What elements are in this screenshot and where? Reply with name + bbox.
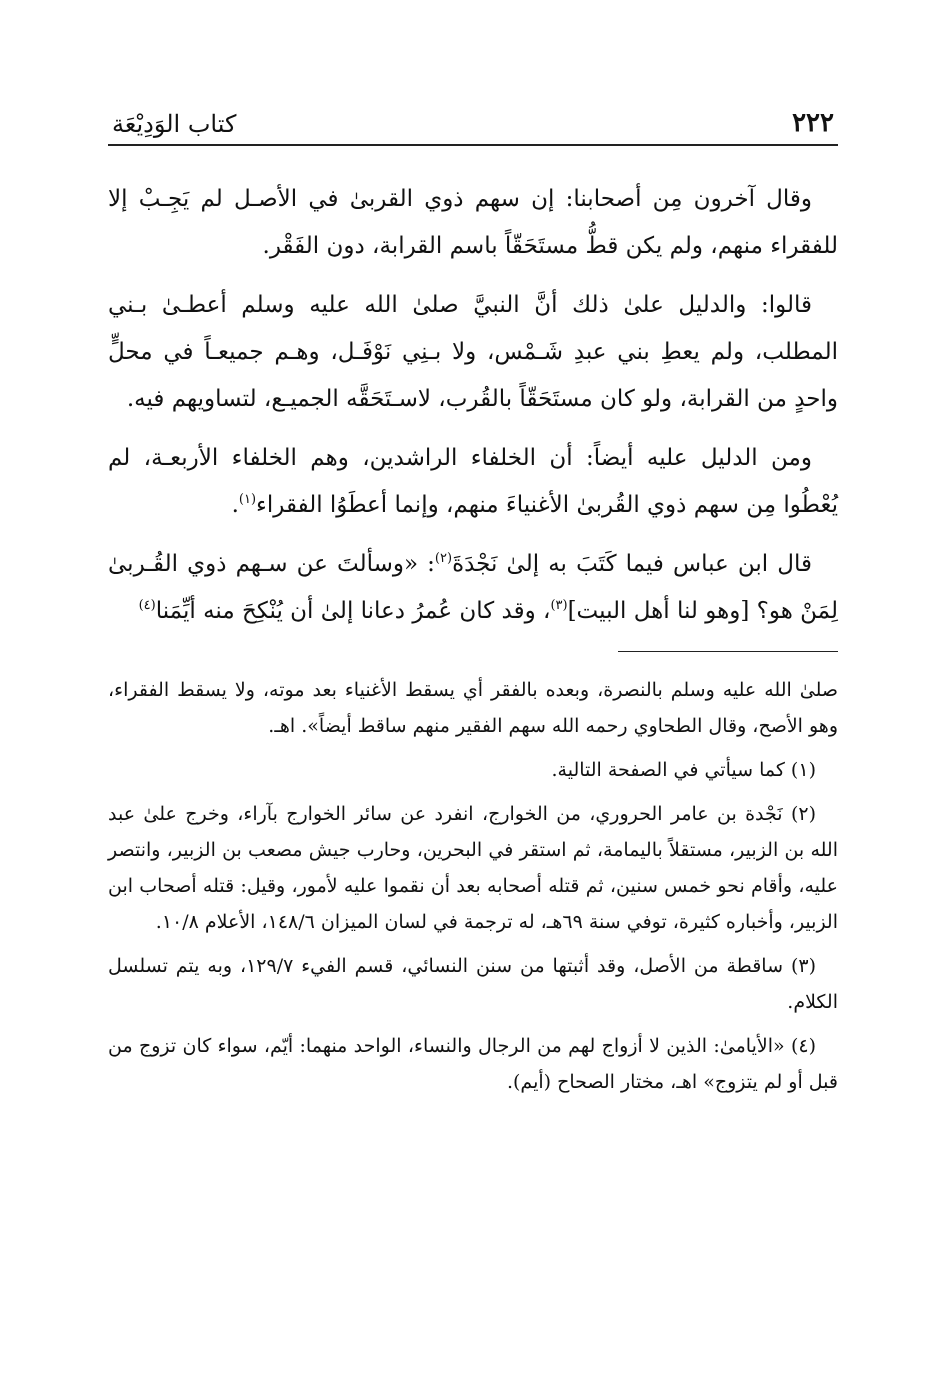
paragraph-3-end: . <box>231 492 239 518</box>
page-number: ٢٢٢ <box>792 108 834 138</box>
main-text <box>108 176 838 635</box>
footnote-1: (١) كما سيأتي في الصفحة التالية. <box>551 759 816 781</box>
running-title: كتاب الوَدِيْعَة <box>112 110 237 138</box>
page-header <box>108 100 838 146</box>
footnote-4: (٤) «الأيامىٰ: الذين لا أزواج لهم من الرجال والنساء، الواحد منهما: أيّم، سواء كان تزوج من قبل أو لم يتزوج» اهـ، مختار الصحاح (أيم). <box>108 1035 838 1093</box>
paragraph-3 <box>108 435 838 529</box>
footnote-3: (٣) ساقطة من الأصل، وقد أثبتها من سنن النسائي، قسم الفيء ١٢٩/٧، وبه يتم تسلسل الكلام. <box>108 955 838 1013</box>
footnote-ref-2[interactable]: (٢) <box>434 551 453 566</box>
paragraph-4-part-c: ، وقد كان عُمرُ دعانا إلىٰ أن يُنْكِحَ منه أيِّمَنا <box>155 598 551 624</box>
paragraph-4-part-b: : «وسألتَ عن سـهم ذوي القُـربىٰ لِمَنْ هو؟ [وهو لنا أهل البيت] <box>108 551 838 624</box>
footnote-ref-1[interactable]: (١) <box>238 492 257 507</box>
footnote-2: (٢) نَجْدة بن عامر الحروري، من الخوارج، انفرد عن سائر الخوارج بآراء، وخرج علىٰ عبد الله بن الزبير، مستقلاً باليمامة، ثم استقر في البحرين، وحارب جيش مصعب بن الزبير، وانتصر عليه، وأقام نحو خمس سنين، ثم قتله أصحابه بعد أن نقموا عليه لأمور، وقيل: قتله أصحاب ابن الزبير، وأخباره كثيرة، توفي سنة ٦٩هـ، له ترجمة في لسان الميزان ١٤٨/٦، الأعلام ١٠/٨. <box>108 803 838 933</box>
footnote-separator <box>618 651 838 652</box>
paragraph-2: قالوا: والدليل علىٰ ذلك أنَّ النبيَّ صلىٰ الله عليه وسلم أعطـىٰ بـني المطلب، ولم يعطِ بني عبدِ شَـمْس، ولا بـنِي نَوْفَـل، وهـم جميعـاً في محلٍّ واحدٍ من القرابة، ولو كان مستَحَقّاً بالقُرب، لاسـتَحَقَّه الجميـع، لتساويهم فيه. <box>108 292 838 412</box>
footnote-ref-4[interactable]: (٤) <box>138 598 156 613</box>
paragraph-4-part-a: قال ابن عباس فيما كَتَبَ به إلىٰ نَجْدَةَ <box>452 551 813 577</box>
paragraph-4 <box>108 541 838 635</box>
footnote-ref-3[interactable]: (٣) <box>550 598 568 613</box>
footnotes <box>108 672 838 1100</box>
book-page <box>108 100 838 1108</box>
paragraph-3-text: ومن الدليل عليه أيضاً: أن الخلفاء الراشدين، وهم الخلفاء الأربعـة، لم يُعْطُوا مِن سهم ذوي القُربىٰ الأغنياءَ منهم، وإنما أعطَوُا الفقراء <box>108 445 838 518</box>
footnote-continuation: صلىٰ الله عليه وسلم بالنصرة، وبعده بالفقر أي يسقط الأغنياء بعد موته، ولا يسقط الفقراء، وهو الأصح، وقال الطحاوي رحمه الله سهم الفقير منهم ساقط أيضاً». اهـ. <box>108 679 838 737</box>
paragraph-1: وقال آخرون مِن أصحابنا: إن سهم ذوي القربىٰ في الأصـل لم يَجِـبْ إلا للفقراء منهم، ولم يكن قطُّ مستَحَقّاً باسم القرابة، دون الفَقْر. <box>108 186 838 259</box>
